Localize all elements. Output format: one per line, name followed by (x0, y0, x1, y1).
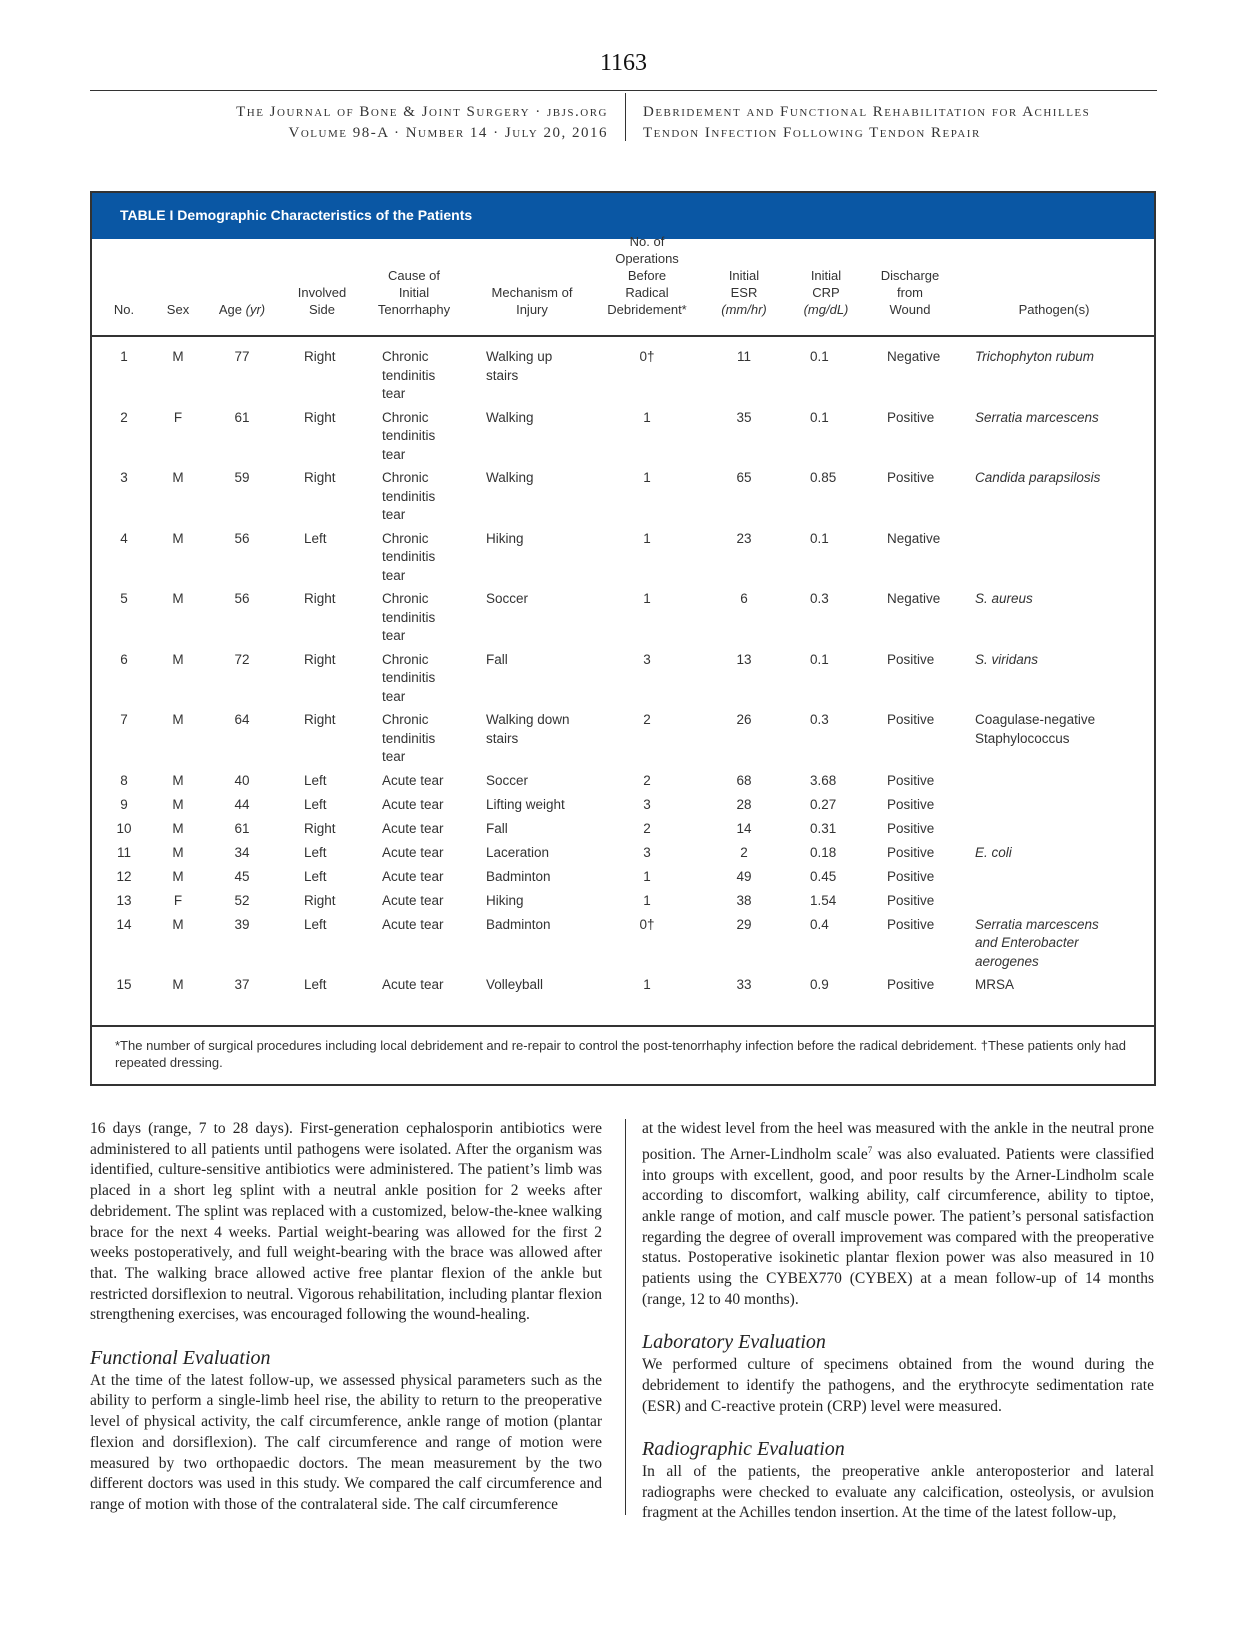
cell-sex: M (172, 591, 184, 606)
cell-age: 56 (234, 530, 250, 546)
cell-no: 2 (120, 409, 128, 425)
cell-crp: 0.4 (810, 916, 829, 932)
cell-crp: 0.1 (810, 530, 829, 546)
cell-esr: 6 (740, 591, 748, 606)
cell-esr: 14 (736, 820, 752, 836)
cell-mechanism: Walking (486, 409, 534, 425)
cell-mechanism: Walking down stairs (486, 712, 570, 746)
cell-esr: 29 (736, 916, 752, 932)
cell-pathogen: S. aureus (975, 591, 1033, 606)
journal-name: The Journal of Bone & Joint Surgery · jbjs.org (236, 104, 608, 120)
cell-no: 6 (120, 651, 128, 667)
cell-no: 13 (116, 892, 132, 908)
cell-no: 7 (120, 712, 128, 727)
cell-sex: M (172, 349, 184, 364)
cell-cause: Chronic tendinitis tear (382, 651, 436, 704)
cell-discharge: Positive (887, 772, 935, 788)
cell-pathogen: MRSA (975, 977, 1015, 992)
running-header-journal (90, 102, 608, 144)
cell-side: Right (304, 712, 336, 727)
cell-cause: Acute tear (382, 892, 444, 908)
cell-esr: 23 (736, 530, 752, 546)
cell-esr: 49 (736, 868, 752, 884)
col-header-no: No. (113, 302, 135, 317)
cell-side: Right (304, 892, 336, 908)
cell-operations: 3 (643, 651, 651, 667)
cell-sex: M (172, 772, 184, 788)
cell-mechanism: Walking (486, 470, 534, 485)
cell-discharge: Positive (887, 712, 935, 727)
cell-age: 37 (234, 977, 250, 992)
running-header-article (643, 102, 1163, 144)
cell-age: 40 (234, 772, 250, 788)
cell-sex: F (173, 892, 183, 908)
table-header-rule (92, 335, 1154, 337)
cell-no: 12 (116, 868, 132, 884)
cell-discharge: Positive (887, 651, 935, 667)
page-number: 1163 (599, 50, 648, 76)
cell-discharge: Positive (887, 470, 935, 485)
cell-sex: M (172, 712, 184, 727)
cell-crp: 0.1 (810, 409, 829, 425)
cell-crp: 0.1 (810, 349, 829, 364)
cell-pathogen: E. coli (975, 844, 1012, 860)
col-header-crp: Initial CRP (mg/dL) (803, 268, 849, 317)
cell-esr: 2 (740, 844, 748, 860)
cell-operations: 1 (643, 530, 651, 546)
cell-crp: 0.3 (810, 712, 829, 727)
cell-no: 1 (120, 349, 128, 364)
cell-esr: 11 (736, 349, 751, 364)
cell-discharge: Positive (887, 916, 935, 932)
cell-no: 8 (120, 772, 128, 788)
table-title: TABLE I Demographic Characteristics of the Patients (120, 207, 473, 223)
cell-cause: Acute tear (382, 796, 444, 812)
cell-age: 45 (234, 868, 250, 884)
section-heading-laboratory: Laboratory Evaluation (642, 1331, 826, 1354)
col-header-age: Age (yr) (218, 302, 266, 317)
body-paragraph: We performed culture of specimens obtained from the wound during the debridement to identify the pathogens, and the erythrocyte sedimentation rate (ESR) and C-reactive protein (CRP) level were measured. (642, 1356, 1154, 1415)
col-header-side: Involved Side (297, 285, 347, 317)
cell-side: Left (304, 772, 327, 788)
cell-crp: 0.27 (810, 796, 837, 812)
cell-mechanism: Lifting weight (486, 796, 565, 812)
cell-pathogen: Serratia marcescens (975, 409, 1099, 425)
cell-side: Right (304, 820, 336, 836)
cell-operations: 1 (643, 892, 651, 908)
cell-cause: Acute tear (382, 868, 444, 884)
col-header-mechanism: Mechanism of Injury (491, 285, 573, 317)
cell-operations: 3 (643, 796, 651, 812)
cell-no: 3 (120, 470, 128, 485)
cell-age: 72 (234, 651, 250, 667)
cell-crp: 3.68 (810, 772, 837, 788)
journal-issue: Volume 98-A · Number 14 · July 20, 2016 (288, 125, 608, 141)
cell-mechanism: Badminton (486, 868, 551, 884)
cell-pathogen: Trichophyton rubum (975, 349, 1095, 364)
cell-pathogen: Coagulase-negative Staphylococcus (975, 712, 1096, 746)
cell-operations: 1 (643, 977, 651, 992)
cell-side: Left (304, 844, 327, 860)
cell-side: Left (304, 916, 327, 932)
cell-sex: M (172, 868, 184, 884)
cell-operations: 2 (643, 772, 651, 788)
cell-age: 56 (234, 591, 250, 606)
cell-operations: 1 (643, 868, 651, 884)
cell-esr: 65 (736, 470, 752, 485)
cell-esr: 26 (736, 712, 752, 727)
cell-sex: M (172, 844, 184, 860)
body-paragraph: at the widest level from the heel was measured with the ankle in the neutral prone position. The Arner-Lindholm scale$^7$ was also evaluated. Patients were classified into groups with excellent, good, and poor results by the Arner-Lindholm scale according to discomfort, walking ability, calf circumference, ability to tiptoe, ankle range of motion, and calf muscle power. The patient’s personal satisfaction regarding the degree of overall improvement was compared with the preoperative status. Postoperative isokinetic plantar flexion power was also measured in 10 patients using the CYBEX770 (CYBEX) at a mean follow-up of 14 months (range, 12 to 40 months). (642, 1120, 1154, 1308)
cell-sex: M (172, 977, 184, 992)
cell-mechanism: Laceration (486, 844, 550, 860)
cell-age: 44 (234, 796, 250, 812)
cell-sex: M (172, 470, 184, 485)
body-column-left (90, 1119, 602, 1516)
cell-mechanism: Hiking (486, 892, 524, 908)
cell-no: 4 (120, 530, 128, 546)
cell-side: Left (304, 530, 327, 546)
col-header-discharge: Discharge from Wound (880, 268, 940, 317)
cell-sex: M (172, 916, 184, 932)
section-heading-functional: Functional Evaluation (90, 1347, 271, 1370)
cell-mechanism: Fall (486, 651, 508, 667)
cell-sex: F (173, 409, 183, 425)
table-footnote: *The number of surgical procedures including local debridement and re-repair to control the post-tenorrhaphy infection before the radical debridement. †These patients only had repeated dressing. (115, 1038, 1126, 1070)
cell-esr: 33 (736, 977, 752, 992)
cell-discharge: Negative (887, 530, 941, 546)
cell-mechanism: Hiking (486, 530, 524, 546)
cell-operations: 2 (643, 820, 651, 836)
table-footer-rule (92, 1025, 1154, 1027)
cell-age: 34 (234, 844, 250, 860)
cell-discharge: Positive (887, 892, 935, 908)
col-header-cause: Cause of Initial Tenorrhaphy (377, 268, 451, 317)
cell-mechanism: Walking up stairs (486, 349, 553, 383)
cell-age: 39 (234, 916, 250, 932)
cell-side: Right (304, 349, 336, 364)
cell-crp: 0.45 (810, 868, 837, 884)
cell-mechanism: Soccer (486, 591, 529, 606)
cell-discharge: Negative (887, 349, 941, 364)
cell-cause: Chronic tendinitis tear (382, 349, 436, 401)
cell-pathogen: S. viridans (975, 651, 1039, 667)
cell-crp: 0.31 (810, 820, 837, 836)
cell-cause: Chronic tendinitis tear (382, 470, 436, 522)
cell-age: 64 (234, 712, 250, 727)
cell-side: Right (304, 470, 336, 485)
cell-discharge: Positive (887, 868, 935, 884)
cell-no: 5 (120, 591, 128, 606)
cell-esr: 35 (736, 409, 752, 425)
col-header-esr: Initial ESR (mm/hr) (721, 268, 767, 317)
cell-discharge: Positive (887, 796, 935, 812)
body-paragraph: In all of the patients, the preoperative ankle anteroposterior and lateral radiographs were checked to evaluate any calcification, osteolysis, or avulsion fragment at the Achilles tendon insertion. At the time of the latest follow-up, (642, 1463, 1154, 1522)
cell-discharge: Positive (887, 977, 935, 992)
body-column-right (642, 1119, 1154, 1524)
cell-age: 52 (234, 892, 250, 908)
col-header-pathogen: Pathogen(s) (1018, 302, 1090, 317)
cell-age: 61 (234, 820, 250, 836)
cell-side: Left (304, 796, 327, 812)
cell-pathogen: Candida parapsilosis (975, 470, 1101, 485)
cell-no: 11 (116, 844, 131, 860)
cell-crp: 0.3 (810, 591, 829, 606)
cell-cause: Chronic tendinitis tear (382, 409, 436, 462)
cell-pathogen: Serratia marcescens and Enterobacter aerogenes (975, 916, 1099, 969)
cell-esr: 68 (736, 772, 752, 788)
reference-7[interactable]: 7 (867, 1144, 873, 1155)
cell-esr: 38 (736, 892, 752, 908)
cell-age: 77 (234, 349, 250, 364)
cell-side: Right (304, 591, 336, 606)
cell-crp: 0.18 (810, 844, 837, 860)
cell-sex: M (172, 820, 184, 836)
cell-cause: Acute tear (382, 977, 444, 992)
header-rule (90, 90, 1157, 91)
cell-crp: 1.54 (810, 892, 837, 908)
cell-esr: 13 (736, 651, 752, 667)
cell-crp: 0.1 (810, 651, 829, 667)
cell-crp: 0.9 (810, 977, 829, 992)
cell-discharge: Positive (887, 820, 935, 836)
cell-operations: 1 (643, 591, 651, 606)
cell-age: 61 (234, 409, 250, 425)
body-paragraph: At the time of the latest follow-up, we assessed physical parameters such as the ability to perform a single-limb heel rise, the ability to return to the preoperative level of physical activity, the calf circumference, ankle range of motion (plantar flexion and dorsiflexion). The calf circumference and range of motion were measured by two orthopaedic doctors. The mean measurement by the two different doctors was used in this study. We compared the calf circumference and range of motion with those of the contralateral side. The calf circumference (90, 1371, 602, 1513)
cell-sex: M (172, 530, 184, 546)
cell-sex: M (172, 651, 184, 667)
cell-cause: Acute tear (382, 916, 444, 932)
cell-cause: Chronic tendinitis tear (382, 712, 436, 764)
column-divider (625, 1119, 626, 1515)
cell-discharge: Positive (887, 409, 935, 425)
cell-esr: 28 (736, 796, 752, 812)
cell-mechanism: Badminton (486, 916, 551, 932)
cell-cause: Chronic tendinitis tear (382, 530, 436, 583)
section-heading-radiographic: Radiographic Evaluation (642, 1438, 845, 1461)
cell-discharge: Negative (887, 591, 941, 606)
cell-side: Right (304, 651, 336, 667)
cell-cause: Chronic tendinitis tear (382, 591, 436, 643)
article-title-line1: Debridement and Functional Rehabilitation for Achilles (643, 104, 1091, 120)
cell-operations: 1 (643, 470, 651, 485)
article-title-line2: Tendon Infection Following Tendon Repair (643, 125, 981, 141)
cell-discharge: Positive (887, 844, 935, 860)
cell-no: 10 (116, 820, 132, 836)
body-paragraph: 16 days (range, 7 to 28 days). First-generation cephalosporin antibiotics were administered to all patients until pathogens were isolated. After the organism was identified, culture-sensitive antibiotics were administered. The patient’s limb was placed in a short leg splint with a neutral ankle position for 2 weeks after debridement. The splint was replaced with a customized, below-the-knee walking brace for the next 4 weeks. Partial weight-bearing was allowed for the first 2 weeks postoperatively, and full weight-bearing with the brace was allowed after that. The walking brace allowed active free plantar flexion of the ankle but restricted dorsiflexion to neutral. Vigorous rehabilitation, including plantar flexion strengthening exercises, was encouraged following the wound-healing. (90, 1120, 602, 1324)
cell-sex: M (172, 796, 184, 812)
cell-no: 14 (116, 916, 132, 932)
cell-cause: Acute tear (382, 772, 444, 788)
cell-operations: 1 (643, 409, 651, 425)
cell-operations: 3 (643, 844, 651, 860)
cell-no: 9 (120, 796, 128, 812)
cell-cause: Acute tear (382, 844, 444, 860)
cell-mechanism: Fall (486, 820, 508, 836)
cell-age: 59 (234, 470, 250, 485)
cell-side: Left (304, 868, 327, 884)
col-header-sex: Sex (166, 302, 190, 317)
col-header-operations: No. of Operations Before Radical Debridement* (607, 234, 687, 317)
cell-operations: 2 (643, 712, 651, 727)
cell-no: 15 (116, 977, 132, 992)
cell-cause: Acute tear (382, 820, 444, 836)
cell-crp: 0.85 (810, 470, 837, 485)
table-1 (90, 191, 1156, 1086)
header-divider (625, 93, 626, 141)
cell-mechanism: Soccer (486, 772, 529, 788)
cell-mechanism: Volleyball (486, 977, 544, 992)
cell-side: Left (304, 977, 327, 992)
cell-operations: 0† (639, 916, 655, 932)
cell-side: Right (304, 409, 336, 425)
cell-operations: 0† (639, 349, 655, 364)
